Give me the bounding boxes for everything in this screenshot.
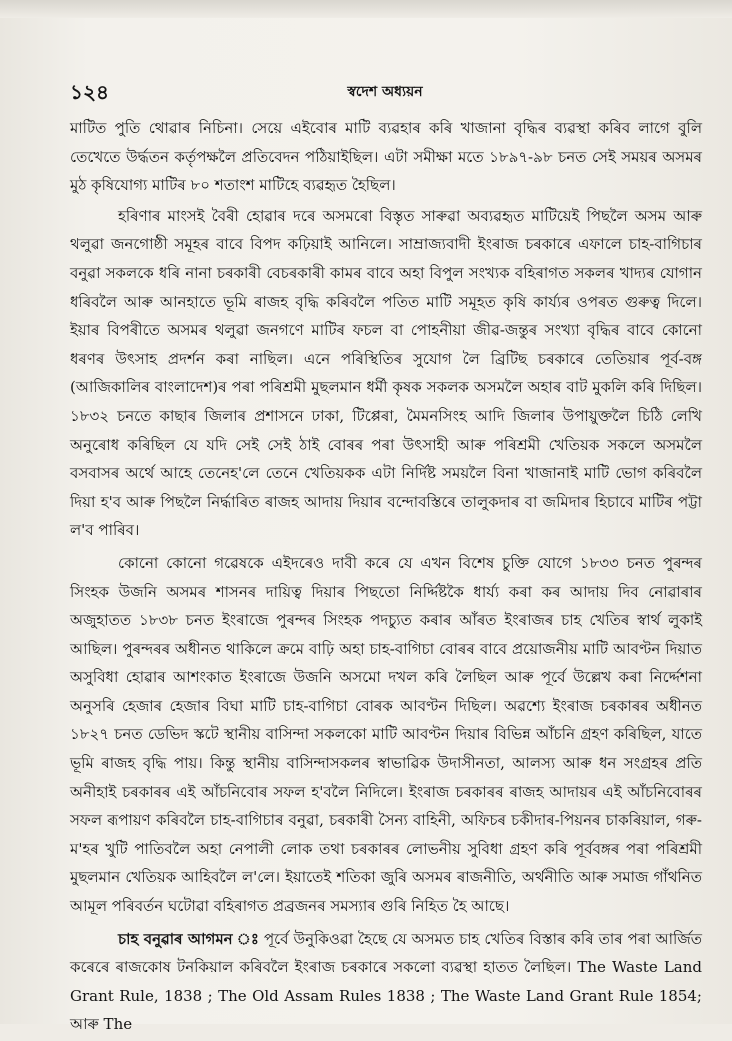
paragraph-text: হৰিণাৰ মাংসই বৈৰী হোৱাৰ দৰে অসমৰো বিস্তৃত সাৰুৱা অব্যৱহৃত মাটিয়েই পিছলৈ অসম আৰু থলুৱা জনগোষ্ঠী সমূহৰ বাবে বিপদ কঢ়িয়াই আনিলে। সাম্ৰাজ্যবাদী ইংৰাজ চৰকাৰে এফালে চাহ-বাগিচাৰ বনুৱা সকলকে ধৰি নানা চৰকাৰী বেচৰকাৰী কামৰ বাবে অহা বিপুল সংখ্যক বহিৰাগত সকলৰ খাদ্যৰ যোগান ধৰিবলৈ আৰু আনহাতে ভূমি ৰাজহ বৃদ্ধি কৰিবলৈ পতিত মাটি সমূহত কৃষি কাৰ্য্যৰ ওপৰত গুৰুত্ব দিলে। ইয়াৰ বিপৰীতে অসমৰ থলুৱা জনগণে মাটিৰ ফচল বা পোহনীয়া জীৱ-জন্তুৰ সংখ্যা বৃদ্ধিৰ বাবে কোনো ধৰণৰ উৎসাহ প্ৰদৰ্শন কৰা নাছিল। এনে পৰিস্থিতিৰ সুযোগ লৈ ব্ৰিটিছ চৰকাৰে তেতিয়াৰ পূৰ্ব-বঙ্গ (আজিকালিৰ বাংলাদেশ)ৰ পৰা পৰিশ্ৰমী মুছলমান ধৰ্মী কৃষক সকলক অসমলৈ অহাৰ বাট মুকলি কৰি দিছিল। ১৮৩২ চনতে কাছাৰ জিলাৰ প্ৰশাসনে ঢাকা, টিপ্পেৰা, মৈমনসিংহ আদি জিলাৰ উপায়ুক্তলৈ চিঠি লেখি অনুৰোধ কৰিছিল যে যদি সেই সেই ঠাই বোৰৰ পৰা উৎসাহী আৰু পৰিশ্ৰমী খেতিয়ক সকলে অসমলৈ বসবাসৰ অৰ্থে আহে তেনেহ'লে তেনে খেতিয়কক এটা নিৰ্দিষ্ট সময়লৈ বিনা খাজানাই মাটি ভোগ কৰিবলৈ দিয়া হ'ব আৰু পিছলৈ নিৰ্দ্ধাৰিত ৰাজহ আদায় দিয়াৰ বন্দোবস্তিৰে তালুকদাৰ বা জমিদাৰ হিচাবে মাটিৰ পট্টা ল'ব পাৰিব। [70,206,702,540]
paragraph-1 [70,114,702,200]
paragraph-2 [70,202,702,545]
paragraph-4 [70,925,702,1039]
paragraph-text: পূৰ্বে উনুকিওৱা হৈছে যে অসমত চাহ খেতিৰ বিস্তাৰ কৰি তাৰ পৰা আৰ্জিত কৰেৰে ৰাজকোষ টনকিয়াল কৰিবলৈ ইংৰাজ চৰকাৰে সকলো ব্যৱস্থা হাতত লৈছিল। The Waste Land Grant Rule, 1838 ; The Old Assam Rules 1838 ; The Waste Land Grant Rule 1854; আৰু The [70,929,702,1034]
body-text [70,114,702,1041]
page-number: ১২৪ [70,80,109,104]
page-header [70,80,700,106]
section-run-in-heading: চাহ বনুৱাৰ আগমন ঃ [118,929,259,948]
paragraph-text: কোনো কোনো গৱেষকে এইদৰেও দাবী কৰে যে এখন বিশেষ চুক্তি যোগে ১৮৩৩ চনত পুৰন্দৰ সিংহক উজনি অসমৰ শাসনৰ দায়িত্ব দিয়াৰ পিছতো নিৰ্দ্দিষ্টকৈ ধাৰ্য্য কৰা কৰ আদায় দিব নোৱাৰাৰ অজুহাতত ১৮৩৮ চনত ইংৰাজে পুৰন্দৰ সিংহক পদচ্যুত কৰাৰ আঁৰত ইংৰাজৰ চাহ খেতিৰ স্বাৰ্থ লুকাই আছিল। পুৰন্দৰৰ অধীনত থাকিলে ক্ৰমে বাঢ়ি অহা চাহ-বাগিচা বোৰৰ বাবে প্ৰয়োজনীয় মাটি আবণ্টন দিয়াত অসুবিধা হোৱাৰ আশংকাত ইংৰাজে উজনি অসমো দখল কৰি লৈছিল আৰু পূৰ্বে উল্লেখ কৰা নিৰ্দ্দেশনা অনুসৰি হেজাৰ হেজাৰ বিঘা মাটি চাহ-বাগিচা বোৰক আবণ্টন দিছিল। অৱশ্যে ইংৰাজ চৰকাৰৰ অধীনত ১৮২৭ চনত ডেভিদ স্কটে স্থানীয় বাসিন্দা সকলকো মাটি আবণ্টন দিয়াৰ বিভিন্ন আঁচনি গ্ৰহণ কৰিছিল, যাতে ভূমি ৰাজহ বৃদ্ধি পায়। কিন্তু স্থানীয় বাসিন্দাসকলৰ স্বাভাৱিক উদাসীনতা, আলস্য আৰু ধন সংগ্ৰহৰ প্ৰতি অনীহাই চৰকাৰৰ এই আঁচনিবোৰ সফল হ'বলৈ নিদিলে। ইংৰাজ চৰকাৰৰ ৰাজহ আদায়ৰ এই আঁচনিবোৰৰ সফল ৰূপায়ণ কৰিবলৈ চাহ-বাগিচাৰ বনুৱা, চৰকাৰী সৈন্য বাহিনী, অফিচৰ চকীদাৰ-পিয়নৰ চাকৰিয়াল, গৰু-ম'হৰ খুটি পাতিবলৈ অহা নেপালী লোক তথা চৰকাৰৰ লোভনীয় সুবিধা গ্ৰহণ কৰি পূৰ্ববঙ্গৰ পৰা পৰিশ্ৰমী মুছলমান খেতিয়ক আহিবলৈ ল'লে। ইয়াতেই শতিকা জুৰি অসমৰ ৰাজনীতি, অৰ্থনীতি আৰু সমাজ গাঁথনিত আমূল পৰিবৰ্তন ঘটোৱা বহিৰাগত প্ৰব্ৰজনৰ সমস্যাৰ গুৰি নিহিত হৈ আছে। [70,553,702,916]
paragraph-3 [70,549,702,921]
paragraph-text: মাটিত পুতি থোৱাৰ নিচিনা। সেয়ে এইবোৰ মাটি ব্যৱহাৰ কৰি খাজানা বৃদ্ধিৰ ব্যৱস্থা কৰিব লাগে বুলি তেখেতে উৰ্দ্ধতন কৰ্তৃপক্ষলৈ প্ৰতিবেদন পঠিয়াইছিল। এটা সমীক্ষা মতে ১৮৯৭-৯৮ চনত সেই সময়ৰ অসমৰ মুঠ কৃষিযোগ্য মাটিৰ ৮০ শতাংশ মাটিহে ব্যৱহৃত হৈছিল। [70,119,702,195]
page-top-edge [0,0,732,18]
running-title: স্বদেশ অধ্যয়ন [347,84,423,100]
